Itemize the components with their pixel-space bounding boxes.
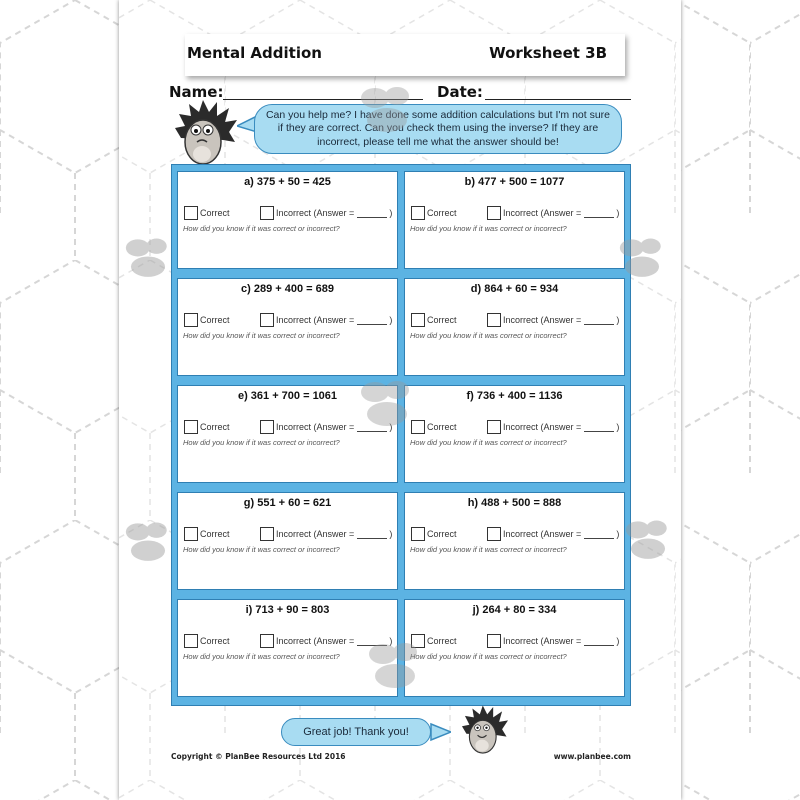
question-g bbox=[177, 492, 398, 590]
worksheet-number: Worksheet 3B bbox=[489, 44, 607, 62]
question-h bbox=[404, 492, 625, 590]
answer-blank[interactable] bbox=[584, 316, 614, 325]
answer-blank[interactable] bbox=[584, 637, 614, 646]
incorrect-checkbox[interactable] bbox=[260, 420, 274, 434]
explanation-prompt: How did you know if it was correct or incorrect? bbox=[183, 224, 340, 233]
thanks-speech-bubble: Great job! Thank you! bbox=[281, 718, 431, 746]
correct-label: Correct bbox=[200, 636, 230, 646]
incorrect-checkbox[interactable] bbox=[260, 206, 274, 220]
correct-checkbox[interactable] bbox=[184, 527, 198, 541]
correct-checkbox[interactable] bbox=[411, 206, 425, 220]
incorrect-label: Incorrect (Answer = ) bbox=[276, 636, 393, 646]
correct-checkbox[interactable] bbox=[411, 313, 425, 327]
incorrect-checkbox[interactable] bbox=[487, 206, 501, 220]
explanation-prompt: How did you know if it was correct or incorrect? bbox=[410, 331, 567, 340]
explanation-prompt: How did you know if it was correct or incorrect? bbox=[410, 652, 567, 661]
explanation-prompt: How did you know if it was correct or incorrect? bbox=[183, 438, 340, 447]
question-text: e) 361 + 700 = 1061 bbox=[237, 390, 338, 402]
incorrect-label: Incorrect (Answer = ) bbox=[276, 529, 393, 539]
answer-blank[interactable] bbox=[357, 316, 387, 325]
question-text: f) 736 + 400 = 1136 bbox=[466, 390, 563, 402]
hedgehog-thumbs-up-icon bbox=[459, 702, 511, 758]
incorrect-label: Incorrect (Answer = ) bbox=[276, 315, 393, 325]
incorrect-checkbox[interactable] bbox=[260, 634, 274, 648]
question-d bbox=[404, 278, 625, 376]
questions-frame bbox=[171, 164, 631, 706]
explanation-prompt: How did you know if it was correct or incorrect? bbox=[410, 545, 567, 554]
correct-label: Correct bbox=[427, 422, 457, 432]
instruction-speech-bubble: Can you help me? I have done some addition calculations but I'm not sure if they are correct. Can you check them using the inverse? If they are incorrect, please tell me what the answer should be! bbox=[254, 104, 622, 154]
incorrect-checkbox[interactable] bbox=[260, 313, 274, 327]
worksheet-page bbox=[119, 0, 681, 800]
question-text: d) 864 + 60 = 934 bbox=[470, 283, 559, 295]
date-label: Date: bbox=[437, 83, 483, 101]
question-text: j) 264 + 80 = 334 bbox=[472, 604, 557, 616]
correct-checkbox[interactable] bbox=[184, 420, 198, 434]
incorrect-label: Incorrect (Answer = ) bbox=[276, 422, 393, 432]
bee-watermark-icon bbox=[363, 640, 427, 694]
question-text: a) 375 + 50 = 425 bbox=[244, 176, 331, 188]
name-label: Name: bbox=[169, 83, 224, 101]
question-text: b) 477 + 500 = 1077 bbox=[464, 176, 565, 188]
explanation-prompt: How did you know if it was correct or incorrect? bbox=[183, 545, 340, 554]
hedgehog-mascot-icon bbox=[171, 98, 241, 168]
incorrect-label: Incorrect (Answer = ) bbox=[503, 422, 620, 432]
question-b bbox=[404, 171, 625, 269]
answer-blank[interactable] bbox=[357, 530, 387, 539]
question-text: h) 488 + 500 = 888 bbox=[467, 497, 562, 509]
incorrect-label: Incorrect (Answer = ) bbox=[503, 208, 620, 218]
explanation-prompt: How did you know if it was correct or incorrect? bbox=[410, 224, 567, 233]
copyright-footer: Copyright © PlanBee Resources Ltd 2016 bbox=[171, 752, 346, 761]
explanation-prompt: How did you know if it was correct or incorrect? bbox=[183, 652, 340, 661]
correct-label: Correct bbox=[200, 529, 230, 539]
correct-checkbox[interactable] bbox=[184, 634, 198, 648]
incorrect-checkbox[interactable] bbox=[487, 527, 501, 541]
bee-watermark-icon bbox=[614, 236, 670, 282]
correct-label: Correct bbox=[427, 529, 457, 539]
correct-label: Correct bbox=[200, 208, 230, 218]
date-line[interactable] bbox=[485, 99, 631, 100]
bee-watermark-icon bbox=[620, 518, 676, 564]
incorrect-label: Incorrect (Answer = ) bbox=[503, 529, 620, 539]
correct-label: Correct bbox=[200, 315, 230, 325]
correct-checkbox[interactable] bbox=[184, 313, 198, 327]
worksheet-title: Mental Addition bbox=[187, 44, 322, 62]
correct-label: Correct bbox=[427, 208, 457, 218]
question-text: c) 289 + 400 = 689 bbox=[241, 283, 334, 295]
incorrect-label: Incorrect (Answer = ) bbox=[503, 636, 620, 646]
correct-label: Correct bbox=[427, 315, 457, 325]
question-a bbox=[177, 171, 398, 269]
incorrect-checkbox[interactable] bbox=[260, 527, 274, 541]
incorrect-checkbox[interactable] bbox=[487, 313, 501, 327]
answer-blank[interactable] bbox=[584, 423, 614, 432]
question-j bbox=[404, 599, 625, 697]
correct-label: Correct bbox=[427, 636, 457, 646]
incorrect-checkbox[interactable] bbox=[487, 420, 501, 434]
explanation-prompt: How did you know if it was correct or incorrect? bbox=[183, 331, 340, 340]
correct-label: Correct bbox=[200, 422, 230, 432]
bee-watermark-icon bbox=[120, 520, 176, 566]
thanks-tail-icon bbox=[429, 722, 451, 742]
incorrect-label: Incorrect (Answer = ) bbox=[276, 208, 393, 218]
bee-watermark-icon bbox=[355, 84, 419, 138]
question-text: i) 713 + 90 = 803 bbox=[245, 604, 330, 616]
bee-watermark-icon bbox=[120, 236, 176, 282]
explanation-prompt: How did you know if it was correct or incorrect? bbox=[410, 438, 567, 447]
correct-checkbox[interactable] bbox=[184, 206, 198, 220]
correct-checkbox[interactable] bbox=[411, 527, 425, 541]
question-f bbox=[404, 385, 625, 483]
incorrect-label: Incorrect (Answer = ) bbox=[503, 315, 620, 325]
website-footer[interactable]: www.planbee.com bbox=[553, 752, 631, 761]
answer-blank[interactable] bbox=[584, 530, 614, 539]
question-c bbox=[177, 278, 398, 376]
incorrect-checkbox[interactable] bbox=[487, 634, 501, 648]
question-text: g) 551 + 60 = 621 bbox=[243, 497, 332, 509]
answer-blank[interactable] bbox=[584, 209, 614, 218]
answer-blank[interactable] bbox=[357, 209, 387, 218]
bee-watermark-icon bbox=[355, 378, 419, 432]
